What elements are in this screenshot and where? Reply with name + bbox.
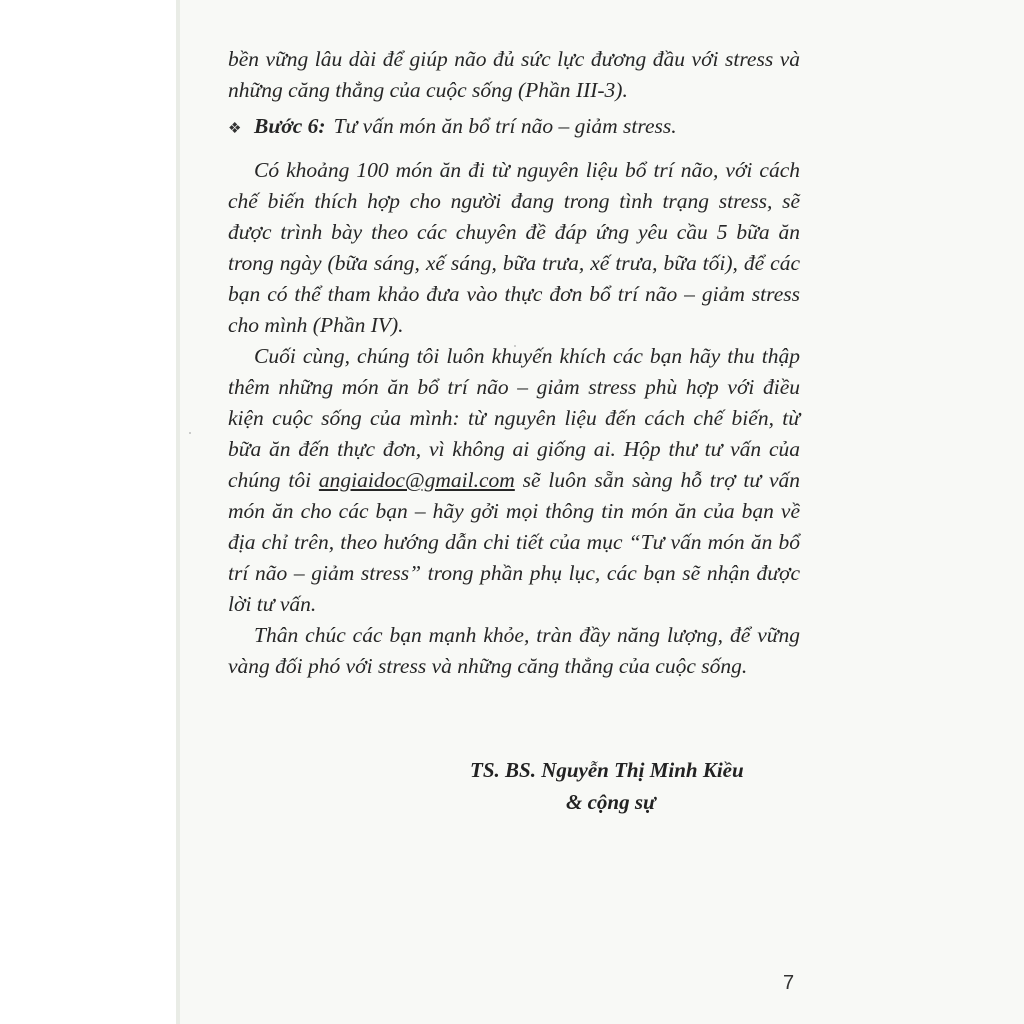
text-line: chế biến thích hợp cho người đang trong tình trạng stress, sẽ: [228, 189, 800, 213]
text-line: thêm những món ăn bổ trí não – giảm stress phù hợp với điều: [228, 375, 800, 399]
intro-paragraph: [228, 44, 800, 106]
paragraph-dishes: [228, 155, 800, 341]
text-fragment: sẽ luôn sẵn sàng hỗ trợ tư vấn: [522, 468, 800, 492]
email-link[interactable]: angiaidoc@gmail.com: [318, 468, 515, 492]
paragraph-closing: [228, 620, 800, 682]
signature-block: [470, 754, 770, 818]
author-name: TS. BS. Nguyễn Thị Minh Kiều: [470, 758, 744, 782]
text-line: bữa ăn đến thực đơn, vì không ai giống ai. Hộp thư tư vấn của: [228, 437, 800, 461]
text-line: trí não – giảm stress” trong phần phụ lục, các bạn sẽ nhận được: [228, 561, 800, 585]
step-text: Tư vấn món ăn bổ trí não – giảm stress.: [333, 114, 677, 138]
step-label: Bước 6:: [254, 114, 326, 138]
text-line: Có khoảng 100 món ăn đi từ nguyên liệu bổ trí não, với cách: [254, 158, 800, 182]
body-text: [228, 44, 800, 682]
text-line: Thân chúc các bạn mạnh khỏe, tràn đầy năng lượng, để vững: [254, 623, 800, 647]
speck-2: [189, 432, 191, 434]
text-line: kiện cuộc sống của mình: từ nguyên liệu đến cách chế biến, từ: [228, 406, 800, 430]
text-line: lời tư vấn.: [228, 592, 317, 616]
text-line: được trình bày theo các chuyên đề đáp ứng yêu cầu 5 bữa ăn: [228, 220, 800, 244]
text-line: địa chỉ trên, theo hướng dẫn chi tiết của mục “Tư vấn món ăn bổ: [228, 530, 800, 554]
text-line: Cuối cùng, chúng tôi luôn khuyến khích các bạn hãy thu thập: [254, 344, 800, 368]
text-line: bạn có thể tham khảo đưa vào thực đơn bổ trí não – giảm stress: [228, 282, 800, 306]
step-6-heading: [228, 111, 800, 145]
text-fragment: chúng tôi: [228, 468, 312, 492]
text-line: những căng thẳng của cuộc sống (Phần III-3).: [228, 78, 628, 102]
page-number: 7: [783, 972, 795, 994]
text-line: bền vững lâu dài để giúp não đủ sức lực đương đầu với stress và: [228, 47, 800, 71]
text-line: món ăn cho các bạn – hãy gởi mọi thông tin món ăn của bạn về: [228, 499, 800, 523]
text-line: vàng đối phó với stress và những căng thẳng của cuộc sống.: [228, 654, 748, 678]
diamond-bullet-icon: ❖: [228, 121, 242, 137]
text-line: trong ngày (bữa sáng, xế sáng, bữa trưa, xế trưa, bữa tối), để các: [228, 251, 800, 275]
text-line-with-email: [228, 465, 800, 496]
paragraph-encouragement: [228, 341, 800, 620]
page-left-margin: [0, 0, 176, 1024]
coauthors: & cộng sự: [566, 790, 656, 814]
text-line: cho mình (Phần IV).: [228, 313, 404, 337]
